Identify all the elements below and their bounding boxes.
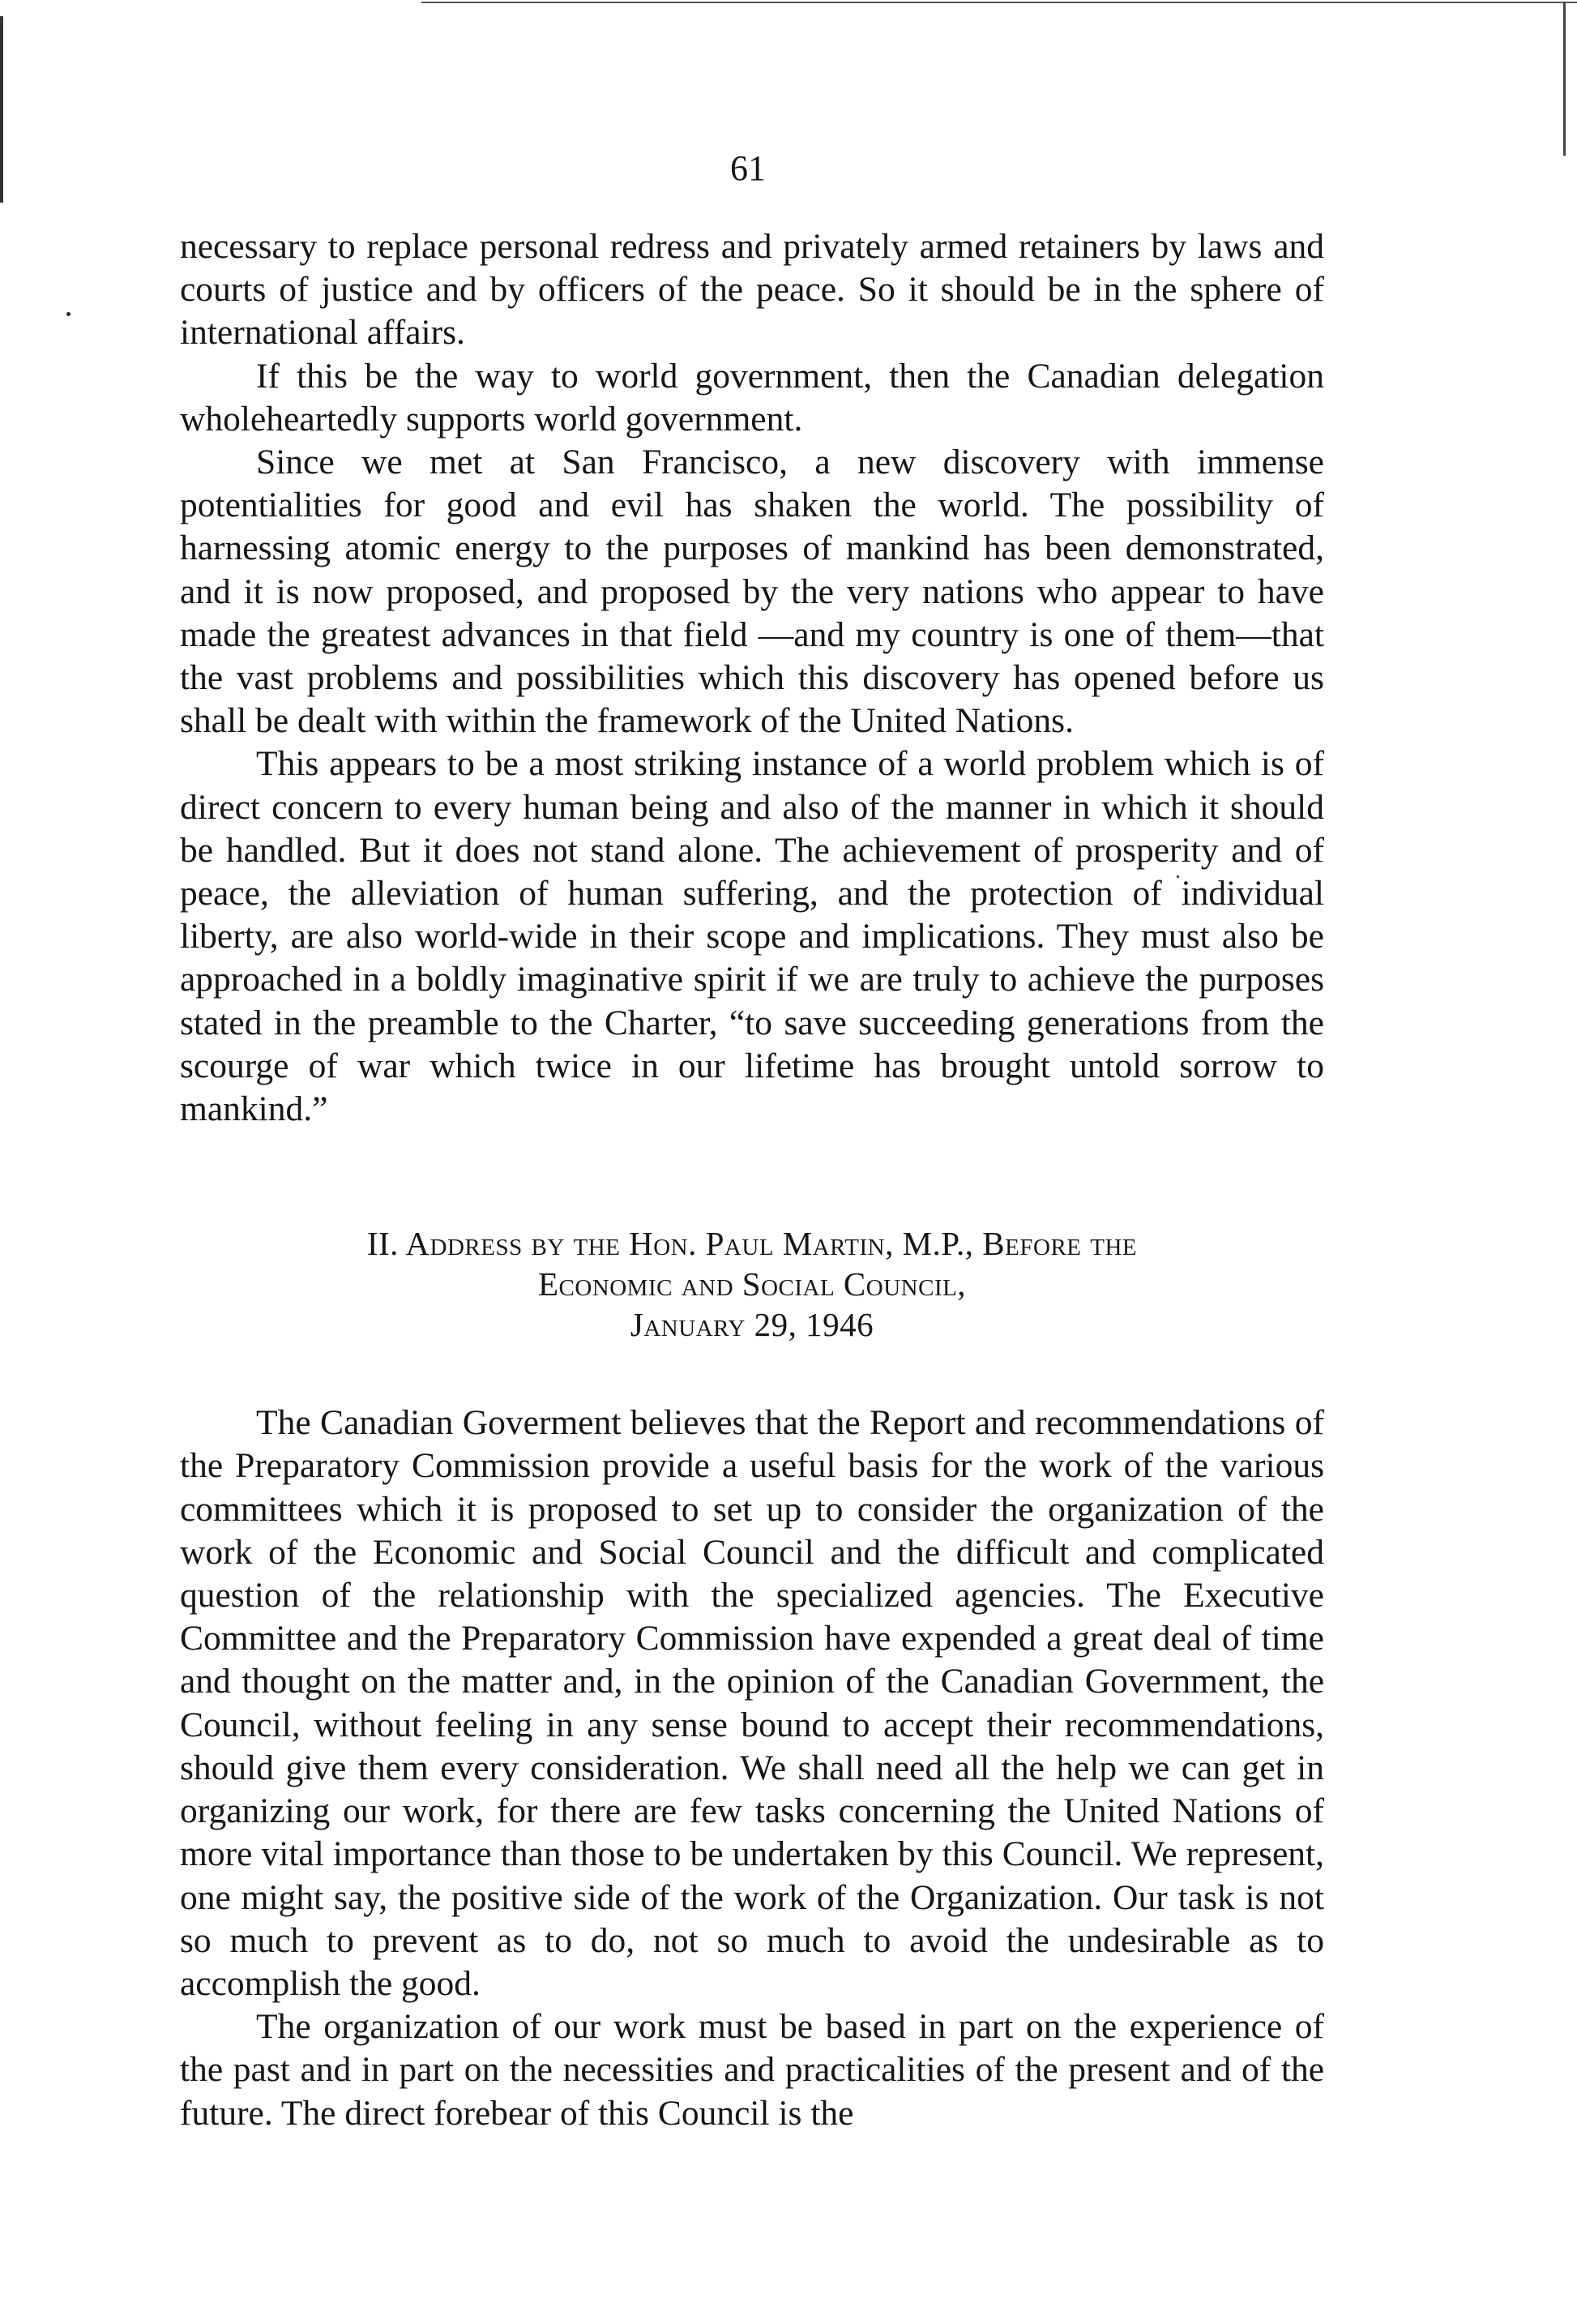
scan-edge-top xyxy=(421,2,1577,3)
paragraph: The Canadian Goverment believes that the Report and recommendations of the Preparatory Commission provide a useful basis for the work of the various committees which it is proposed to set up to consider the organization of the work of the Economic and Social Council and the difficult and complicated question of the relationship with the specialized agencies. The Executive Committee and the Preparatory Commission have expended a great deal of time and thought on the matter and, in the opinion of the Canadian Government, the Council, without feeling in any sense bound to accept their recommendations, should give them every consideration. We shall need all the help we can get in organizing our work, for there are few tasks concerning the United Nations of more vital importance than those to be undertaken by this Council. We represent, one might say, the positive side of the work of the Organization. Our task is not so much to prevent as to do, not so much to avoid the undesirable as to accomplish the good. xyxy=(180,1403,1324,2003)
section-heading-body: Economic and Social Council, xyxy=(537,1265,967,1303)
section-heading-date: January 29, 1946 xyxy=(630,1306,874,1344)
scan-speck xyxy=(66,312,71,316)
paragraph: This appears to be a most striking instance of a world problem which is of direct concern to every human being and also of the manner in which it should be handled. But it does not stand alone. The achievement of prosperity and of peace, the alleviation of human suffering, and the protection of individual liberty, are also world-wide in their scope and implications. They must also be approached in a boldly imaginative spirit if we are truly to achieve the purposes stated in the preamble to the Charter, “to save succeeding generations from the scourge of war which twice in our lifetime has brought untold sorrow to mankind.” xyxy=(180,744,1324,1129)
paragraph-continued: necessary to replace personal redress and privately armed retainers by laws and courts of justice and by officers of the peace. So it should be in the sphere of international affairs. xyxy=(180,227,1324,353)
section-heading xyxy=(180,1223,1324,1345)
paragraph: If this be the way to world government, then the Canadian delegation wholeheartedly supports world government. xyxy=(180,356,1324,439)
paragraph: Since we met at San Francisco, a new discovery with immense potentialities for good and evil has shaken the world. The possibility of harnessing atomic energy to the purposes of mankind has been demonstrated, and it is now proposed, and proposed by the very nations who appear to have made the greatest advances in that field —and my country is one of them—that the vast problems and possibilities which this discovery has opened before us shall be dealt with within the framework of the United Nations. xyxy=(180,443,1324,741)
page-number: 61 xyxy=(730,148,766,188)
page-body xyxy=(180,225,1324,2135)
paragraph: The organization of our work must be based in part on the experience of the past and in part on the necessities and practicalities of the present and of the future. The direct forebear of this Council is the xyxy=(180,2007,1324,2133)
section-heading-title: II. Address by the Hon. Paul Martin, M.P., Before the xyxy=(366,1225,1138,1263)
scan-edge-right xyxy=(1563,2,1566,156)
